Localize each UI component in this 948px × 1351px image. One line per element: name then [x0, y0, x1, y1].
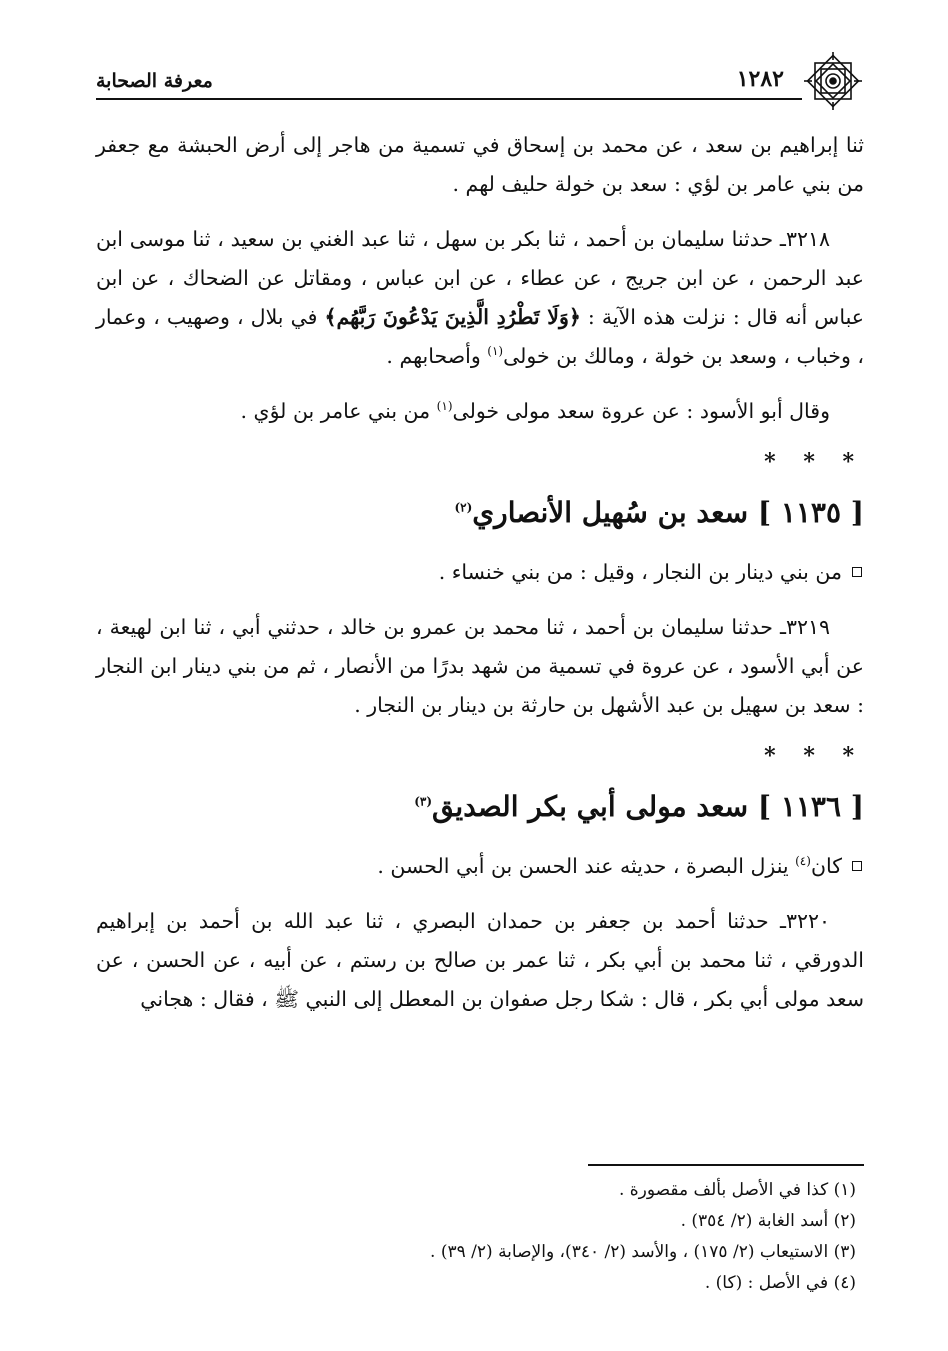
- footnote-ref-3: (٣): [414, 794, 433, 809]
- entry-heading-1136-text: [ ١١٣٦ ] سعد مولى أبي بكر الصديق: [432, 790, 864, 823]
- entry-1136-intro: [96, 847, 864, 886]
- abu-aswad-text: وقال أبو الأسود : عن عروة سعد مولى خولى: [452, 399, 830, 423]
- book-title: معرفة الصحابة: [96, 70, 213, 92]
- section-separator: * * *: [764, 743, 864, 769]
- footnote-4: (٤) في الأصل : (كا) .: [704, 1273, 856, 1293]
- footnote-ref-4: (٤): [795, 854, 811, 869]
- abu-aswad-end: من بني عامر بن لؤي .: [240, 399, 437, 423]
- paragraph-continued: ثنا إبراهيم بن سعد ، عن محمد بن إسحاق في تسمية من هاجر إلى أرض الحبشة مع جعفر من بني عامر بن لؤي : سعد بن خولة حليف لهم .: [96, 133, 864, 196]
- footnote-ref-2: (٢): [454, 500, 473, 515]
- hadith-3219: ٣٢١٩ـ حدثنا سليمان بن أحمد ، ثنا محمد بن عمرو بن خالد ، حدثني أبي ، ثنا ابن لهيعة ، عن أبي الأسود ، عن عروة في تسمية من شهد بدرًا من الأنصار ، ثم من بني دينار ابن النجار : سعد بن سهيل بن عبد الأشهل بن حارثة بن دينار بن النجار .: [96, 615, 864, 717]
- hadith-3218-text: ٣٢١٨ـ حدثنا سليمان بن أحمد ، ثنا بكر بن سهل ، ثنا عبد الغني بن سعيد ، ثنا موسى ابن عبد الرحمن ، عن ابن جريج ، عن عطاء ، عن ابن عباس ، ومقاتل عن الضحاك ، عن ابن عباس أنه قال : نزلت هذه الآية :: [96, 227, 864, 329]
- main-text: [96, 126, 864, 1035]
- square-bullet-icon: [852, 861, 862, 871]
- entry-heading-1136: [96, 785, 864, 829]
- page-header: [96, 56, 864, 100]
- footnote-ref-1: (١): [487, 344, 504, 359]
- hadith-3218-end: وأصحابهم .: [386, 344, 488, 368]
- entry-1135-intro-text: من بني دينار بن النجار ، وقيل : من بني خنساء .: [438, 560, 842, 584]
- octagram-ornament-icon: [802, 50, 864, 112]
- abu-aswad-note: [96, 392, 864, 431]
- footnote-2: (٢) أسد الغابة (٢/ ٣٥٤) .: [680, 1211, 856, 1231]
- footnote-divider: [588, 1164, 864, 1166]
- footnote-1: (١) كذا في الأصل بألف مقصورة .: [618, 1180, 856, 1200]
- page-number: ١٢٨٢: [736, 66, 784, 92]
- section-separator: * * *: [764, 449, 864, 475]
- square-bullet-icon: [852, 567, 862, 577]
- hadith-3218: [96, 220, 864, 376]
- hadith-3218-continued: في بلال ، وصهيب ، وعمار ، وخباب ، وسعد بن خولة ، ومالك بن خولى: [96, 305, 864, 368]
- entry-heading-1135-text: [ ١١٣٥ ] سعد بن سُهيل الأنصاري: [472, 496, 864, 529]
- hadith-3220: ٣٢٢٠ـ حدثنا أحمد بن جعفر بن حمدان البصري ، ثنا عبد الله بن أحمد بن إبراهيم الدورقي ، ثنا محمد بن أبي بكر ، ثنا عمر بن صالح بن رستم ، عن أبيه ، عن الحسن ، عن سعد مولى أبي بكر ، قال : شكا رجل صفوان بن المعطل إلى النبي ﷺ ، فقال : هجاني: [96, 909, 864, 1011]
- footnotes: [96, 1175, 864, 1299]
- entry-heading-1135: [96, 491, 864, 535]
- entry-1136-intro-start: كان: [810, 854, 842, 878]
- footnote-ref-1b: (١): [436, 399, 453, 414]
- entry-1135-intro: [96, 553, 864, 592]
- footnote-3: (٣) الاستيعاب (٢/ ١٧٥) ، والأسد (٢/ ٣٤٠)، والإصابة (٢/ ٣٩) .: [430, 1242, 856, 1262]
- entry-1136-intro-text: ينزل البصرة ، حديثه عند الحسن بن أبي الحسن .: [377, 854, 796, 878]
- quran-verse: ﴿وَلَا تَطْرُدِ الَّذِينَ يَدْعُونَ رَبَّهُم﴾: [324, 305, 581, 329]
